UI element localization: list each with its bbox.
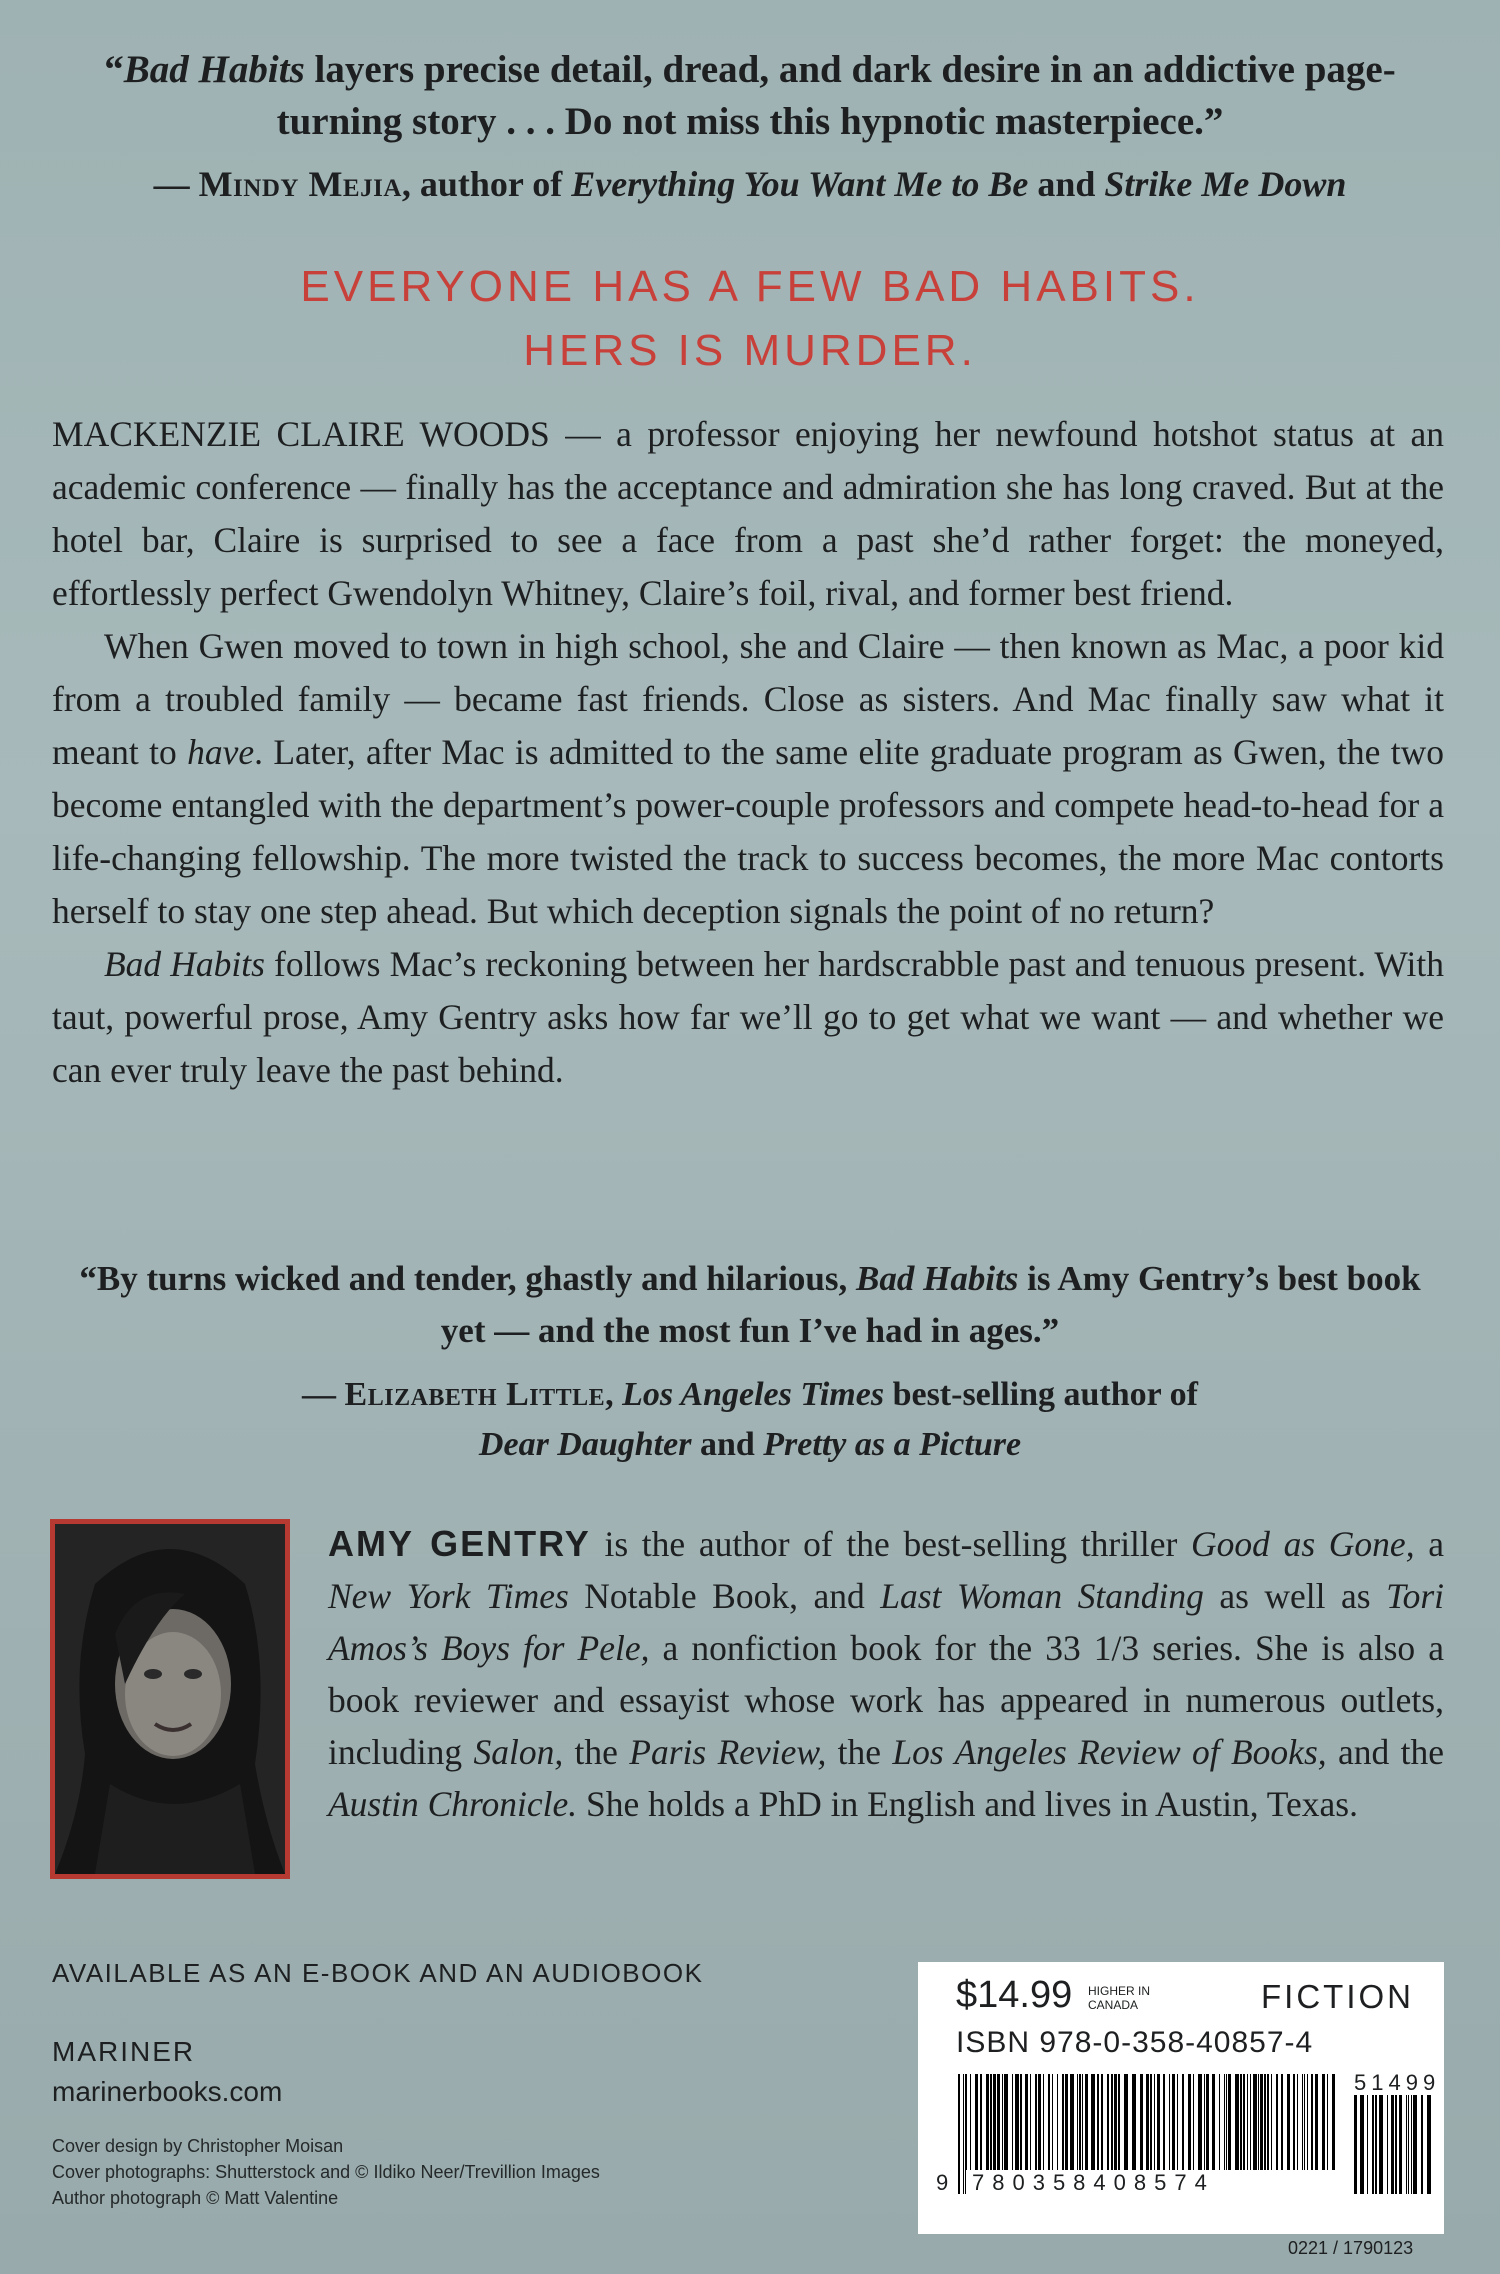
publisher-name: MARINER [52, 2036, 196, 2067]
attribution2-text: best-selling author of [884, 1376, 1198, 1413]
bio-text-5: a nonfiction book for the 33 1/3 series. She is also a book reviewer and essayist whose work has appeared in numerous outlets, including [328, 1628, 1444, 1772]
author-portrait-icon [55, 1524, 285, 1874]
barcode-bar [1391, 2095, 1394, 2194]
description-paragraph-1: MACKENZIE CLAIRE WOODS — a professor enjoying her newfound hotshot status at an academic conference — finally has the acceptance and admiration she has long craved. But at the hotel bar, Claire is surprised to see a face from a past she’d rather forget: the moneyed, effortlessly perfect Gwendolyn Whitney, Claire’s foil, rival, and former best friend. [52, 414, 1444, 613]
price: $14.99 [956, 1974, 1073, 2016]
ean-digits: 780358408574 [966, 2170, 1342, 2196]
bio-title-3: Last Woman Standing [880, 1576, 1204, 1616]
bio-title-2: New York Times [328, 1576, 569, 1616]
barcode-bar [958, 2074, 960, 2194]
barcode-bar [1354, 2095, 1357, 2194]
second-review-attribution [60, 1370, 1440, 1470]
barcode-bar [1421, 2095, 1423, 2194]
bio-text-9: She holds a PhD in English and lives in Austin, Texas. [577, 1784, 1358, 1824]
bio-text-4: as well as [1203, 1576, 1387, 1616]
tagline [60, 255, 1440, 383]
attribution2-and: and [691, 1426, 764, 1463]
barcode-bar [1367, 2095, 1368, 2194]
tagline-line-1: EVERYONE HAS A FEW BAD HABITS. [300, 262, 1200, 311]
reviewer-book-1: Everything You Want Me to Be [571, 164, 1029, 204]
barcode-bar [1387, 2095, 1388, 2194]
credit-line-author-photo: Author photograph © Matt Valentine [52, 2188, 339, 2208]
barcode-bar [1372, 2095, 1374, 2194]
bio-text-7: the [826, 1732, 893, 1772]
reviewer2-book-2: Pretty as a Picture [763, 1426, 1022, 1463]
addon-barcode-icon [1354, 2095, 1434, 2194]
paragraph-2-text-b: . Later, after Mac is admitted to the same elite graduate program as Gwen, the two become entangled with the department’s power-couple professors and compete head-to-head for a life-changing fellowship. The more twisted the track to success becomes, the more Mac contorts herself to stay one step ahead. But which deception signals the point of no return? [52, 732, 1445, 931]
barcode-bar [1375, 2095, 1377, 2194]
bio-text-6: the [563, 1732, 630, 1772]
top-review-quote [60, 44, 1440, 148]
bio-title-8: Austin Chronicle. [328, 1784, 578, 1824]
paragraph-2-text-a: When Gwen moved to town in high school, she and Claire — then known as Mac, a poor kid from a troubled family — became fast friends. Close as sisters. And Mac finally saw what it meant to [52, 626, 1444, 772]
bio-title-7: Los Angeles Review of Books, [892, 1732, 1327, 1772]
price-note-line-2: CANADA [1088, 1998, 1139, 2012]
price-note [1088, 1984, 1150, 2012]
barcode-bar [1427, 2095, 1431, 2194]
reviewer2-publication: Los Angeles Times [622, 1376, 885, 1413]
attribution-text: , author of [401, 164, 572, 204]
ean-first-digit: 9 [936, 2170, 949, 2195]
author-photo [50, 1519, 290, 1879]
author-bio [328, 1518, 1444, 1830]
description-paragraph-2 [52, 620, 1444, 938]
author-name: AMY GENTRY [328, 1523, 591, 1564]
quote2-book-title: Bad Habits [856, 1259, 1019, 1298]
attribution2-dash: — [302, 1376, 345, 1413]
quote2-text-b: is Amy Gentry’s best book yet — and the most fun I’ve had in ages.” [440, 1259, 1421, 1350]
top-review-attribution [60, 160, 1440, 208]
barcode-bar [963, 2074, 964, 2194]
bio-text-8: and the [1326, 1732, 1444, 1772]
bio-text-1: is the author of the best-selling thriller [590, 1524, 1192, 1564]
barcode-box [918, 1962, 1444, 2234]
paragraph-2-emphasis: have [187, 732, 255, 772]
publisher-website: marinerbooks.com [52, 2076, 283, 2107]
reviewer-book-2: Strike Me Down [1104, 164, 1347, 204]
barcode-bar [1413, 2095, 1417, 2194]
bio-text-2: a [1414, 1524, 1444, 1564]
credits [52, 2133, 600, 2211]
reviewer2-name: Elizabeth Little [344, 1376, 606, 1413]
tagline-line-2: HERS IS MURDER. [523, 326, 977, 375]
quote-text: layers precise detail, dread, and dark desire in an addictive page-turning story . . . Do not miss this hypnotic masterpiece.” [276, 48, 1396, 143]
price-note-line-1: HIGHER IN [1088, 1984, 1151, 1998]
availability-note: AVAILABLE AS AN E-BOOK AND AN AUDIOBOOK [52, 1958, 704, 1988]
credit-line-cover-photos: Cover photographs: Shutterstock and © Ildiko Neer/Trevillion Images [52, 2162, 600, 2182]
description-paragraph-3 [52, 938, 1444, 1097]
paragraph-3-title: Bad Habits [104, 944, 265, 984]
quote2-text-a: “By turns wicked and tender, ghastly and hilarious, [79, 1259, 857, 1298]
barcode-bar [1411, 2095, 1412, 2194]
second-review-quote [60, 1253, 1440, 1357]
bio-title-6: Paris Review, [629, 1732, 827, 1772]
barcode-bar [1399, 2095, 1402, 2194]
barcode-bar [1406, 2095, 1407, 2194]
isbn: ISBN 978-0-358-40857-4 [956, 2026, 1314, 2059]
bio-text-3: Notable Book, and [568, 1576, 881, 1616]
attribution-and: and [1028, 164, 1105, 204]
bio-title-4: Tori Amos’s Boys for Pele, [328, 1576, 1445, 1668]
quote-book-title: Bad Habits [123, 48, 305, 91]
reviewer-name: Mindy Mejia [198, 164, 402, 204]
addon-number: 51499 [1354, 2070, 1441, 2095]
book-description [52, 408, 1444, 1097]
print-code: 0221 / 1790123 [1288, 2238, 1414, 2258]
quote-open-mark: “ [104, 48, 124, 91]
reviewer2-book-1: Dear Daughter [478, 1426, 692, 1463]
paragraph-3-text: follows Mac’s reckoning between her hardscrabble past and tenuous present. With taut, powerful prose, Amy Gentry asks how far we’ll go to get what we want — and whether we can ever truly leave the past behind. [52, 944, 1444, 1090]
barcode-bar [1379, 2095, 1383, 2194]
genre-category: FICTION [1261, 1978, 1414, 2015]
attribution2-comma: , [605, 1376, 623, 1413]
barcode-bar [1395, 2095, 1397, 2194]
bio-title-1: Good as Gone, [1191, 1524, 1415, 1564]
attribution-dash: — [153, 164, 199, 204]
barcode-bar [1408, 2095, 1409, 2194]
barcode-bar [1360, 2095, 1364, 2194]
credit-line-cover-design: Cover design by Christopher Moisan [52, 2136, 344, 2156]
bio-title-5: Salon, [473, 1732, 564, 1772]
